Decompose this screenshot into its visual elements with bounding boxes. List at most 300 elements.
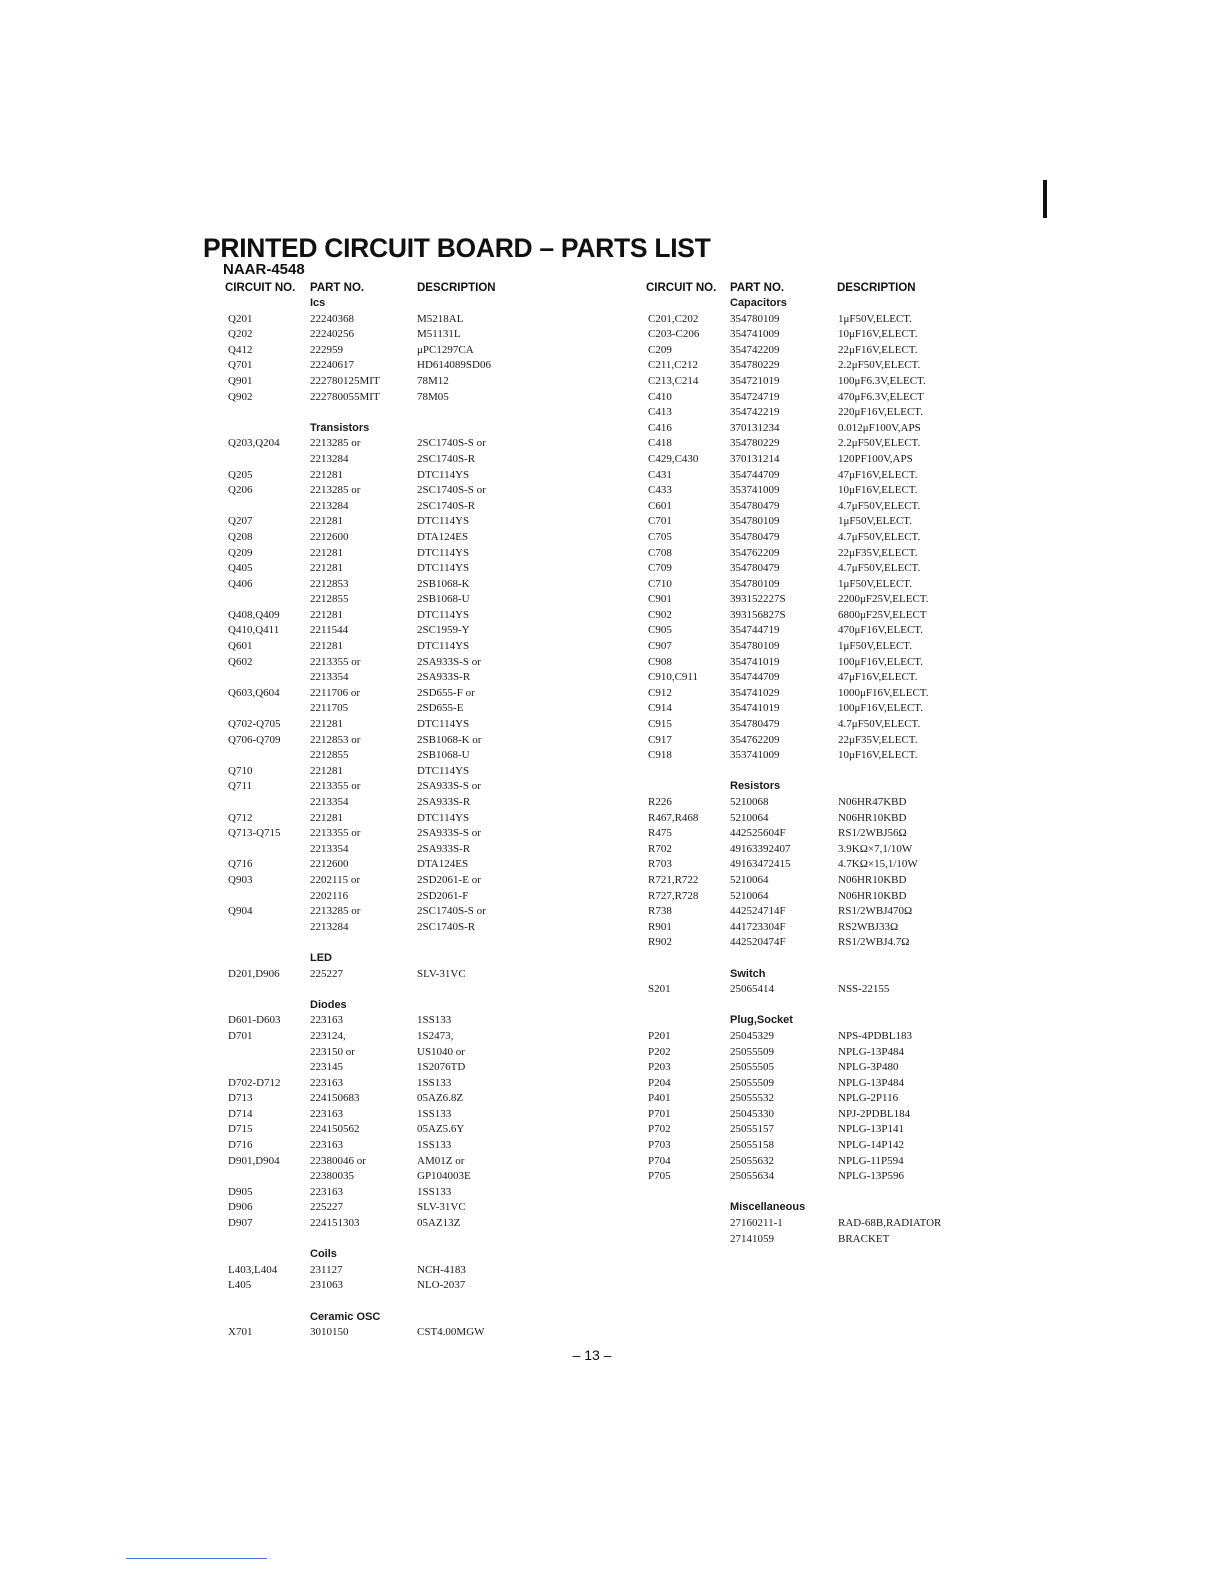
- circuit-no-cell: P202: [648, 1045, 671, 1058]
- description-cell: 2SD2061-E or: [417, 873, 481, 886]
- description-cell: 2SA933S-R: [417, 842, 471, 855]
- description-cell: DTA124ES: [417, 530, 469, 543]
- circuit-no-cell: P705: [648, 1170, 671, 1183]
- description-cell: 4.7μF50V,ELECT.: [838, 499, 921, 512]
- description-cell: 470μF16V,ELECT.: [838, 624, 923, 637]
- description-cell: NPLG-13P484: [838, 1076, 905, 1089]
- circuit-no-cell: R902: [648, 936, 672, 949]
- description-cell: NPLG-3P480: [838, 1061, 899, 1074]
- description-cell: 2SA933S-R: [417, 796, 471, 808]
- description-cell: 0.012μF100V,APS: [838, 421, 921, 434]
- circuit-no-cell: R467,R468: [648, 811, 699, 824]
- footer-rule: [126, 1558, 267, 1559]
- description-cell: 22μF35V,ELECT.: [838, 733, 918, 746]
- right-header-circuit-no: CIRCUIT NO.: [646, 282, 717, 294]
- circuit-no-cell: Q904: [228, 905, 253, 918]
- description-cell: 05AZ5.6Y: [417, 1123, 465, 1136]
- description-cell: DTA124ES: [417, 858, 469, 871]
- description-cell: N06HR47KBD: [838, 796, 907, 808]
- description-cell: N06HR10KBD: [838, 873, 907, 886]
- part-no-cell: 354741009: [730, 328, 780, 341]
- part-no-cell: 223163: [310, 1185, 343, 1198]
- description-cell: 1SS133: [417, 1107, 452, 1120]
- description-cell: 1SS133: [417, 1076, 452, 1089]
- circuit-no-cell: C908: [648, 655, 672, 668]
- part-no-cell: 223124,: [310, 1029, 346, 1042]
- circuit-no-cell: D901,D904: [228, 1154, 280, 1167]
- circuit-no-cell: R702: [648, 842, 672, 855]
- circuit-no-cell: C429,C430: [648, 452, 699, 465]
- part-no-cell: 25055509: [730, 1045, 774, 1058]
- part-no-cell: 225227: [310, 967, 343, 980]
- description-cell: NPLG-11P594: [838, 1154, 904, 1167]
- description-cell: 1SS133: [417, 1014, 452, 1027]
- part-no-cell: 393156827S: [730, 608, 786, 621]
- part-no-cell: 27141059: [730, 1232, 774, 1245]
- description-cell: 05AZ13Z: [417, 1217, 461, 1230]
- description-cell: 10μF16V,ELECT.: [838, 749, 918, 762]
- description-cell: 1S2076TD: [417, 1061, 466, 1074]
- part-no-cell: 2213285 or: [310, 437, 361, 450]
- circuit-no-cell: R721,R722: [648, 873, 699, 886]
- part-no-cell: 222780055MIT: [310, 390, 380, 403]
- margin-bar: [1043, 180, 1047, 218]
- part-no-cell: 354780479: [730, 718, 780, 731]
- part-no-cell: 353741009: [730, 484, 780, 497]
- description-cell: 1000μF16V,ELECT.: [838, 686, 929, 699]
- circuit-no-cell: C213,C214: [648, 374, 699, 387]
- part-no-cell: 354780229: [730, 437, 780, 450]
- circuit-no-cell: L403,L404: [228, 1263, 278, 1276]
- part-no-cell: 2213355 or: [310, 780, 361, 793]
- circuit-no-cell: Q412: [228, 343, 253, 356]
- description-cell: DTC114YS: [417, 546, 470, 559]
- description-cell: 22μF35V,ELECT.: [838, 546, 918, 559]
- circuit-no-cell: C918: [648, 749, 672, 762]
- circuit-no-cell: Q902: [228, 390, 253, 403]
- part-no-cell: 354744719: [730, 624, 780, 637]
- description-cell: DTC114YS: [417, 764, 470, 777]
- description-cell: 1SS133: [417, 1139, 452, 1152]
- circuit-no-cell: C902: [648, 608, 672, 621]
- circuit-no-cell: C418: [648, 437, 672, 450]
- circuit-no-cell: C910,C911: [648, 671, 699, 684]
- part-no-cell: 221281: [310, 764, 343, 777]
- part-no-cell: 2213285 or: [310, 905, 361, 918]
- part-no-cell: 354780109: [730, 577, 780, 590]
- description-cell: NPJ-2PDBL184: [838, 1107, 911, 1120]
- circuit-no-cell: C416: [648, 421, 672, 434]
- description-cell: 2SB1068-K: [417, 577, 470, 590]
- part-no-cell: 2202115 or: [310, 873, 361, 886]
- description-cell: 6800μF25V,ELECT: [838, 608, 927, 621]
- circuit-no-cell: R703: [648, 858, 672, 871]
- circuit-no-cell: D701: [228, 1029, 253, 1042]
- part-no-cell: 354742219: [730, 406, 780, 419]
- circuit-no-cell: C413: [648, 406, 672, 419]
- section-title: Ceramic OSC: [310, 1310, 381, 1323]
- circuit-no-cell: C708: [648, 546, 672, 559]
- part-no-cell: 354780109: [730, 640, 780, 653]
- part-no-cell: 2212600: [310, 858, 349, 871]
- part-no-cell: 354780479: [730, 562, 780, 575]
- section-title: Transistors: [310, 421, 370, 434]
- description-cell: RS1/2WBJ56Ω: [838, 827, 907, 840]
- circuit-no-cell: D906: [228, 1201, 253, 1214]
- description-cell: DTC114YS: [417, 515, 470, 528]
- circuit-no-cell: C201,C202: [648, 312, 699, 325]
- circuit-no-cell: Q901: [228, 374, 253, 387]
- circuit-no-cell: Q208: [228, 530, 253, 543]
- description-cell: 3.9KΩ×7,1/10W: [838, 842, 913, 855]
- right-header-description: DESCRIPTION: [837, 282, 916, 294]
- circuit-no-cell: S201: [648, 983, 671, 996]
- part-no-cell: 222959: [310, 343, 343, 356]
- circuit-no-cell: X701: [228, 1326, 253, 1339]
- part-no-cell: 221281: [310, 811, 343, 824]
- circuit-no-cell: D715: [228, 1123, 253, 1136]
- circuit-no-cell: C915: [648, 718, 672, 731]
- part-no-cell: 354741019: [730, 655, 780, 668]
- part-no-cell: 25055157: [730, 1123, 774, 1136]
- circuit-no-cell: Q410,Q411: [228, 624, 280, 637]
- description-cell: 2SC1740S-R: [417, 920, 476, 933]
- part-no-cell: 221281: [310, 718, 343, 731]
- description-cell: 2SB1068-U: [417, 593, 470, 606]
- circuit-no-cell: D716: [228, 1139, 253, 1152]
- part-no-cell: 2212600: [310, 530, 349, 543]
- circuit-no-cell: Q706-Q709: [228, 733, 281, 746]
- part-no-cell: 22380035: [310, 1170, 354, 1183]
- description-cell: US1040 or: [417, 1045, 465, 1058]
- part-no-cell: 221281: [310, 468, 343, 481]
- description-cell: 2SC1740S-S or: [417, 437, 486, 450]
- section-title: Diodes: [310, 998, 347, 1011]
- part-no-cell: 22240617: [310, 359, 354, 372]
- circuit-no-cell: C914: [648, 702, 672, 715]
- description-cell: DTC114YS: [417, 562, 470, 575]
- description-cell: NCH-4183: [417, 1263, 466, 1276]
- part-no-cell: 354780109: [730, 312, 780, 325]
- part-no-cell: 225227: [310, 1201, 343, 1214]
- circuit-no-cell: C912: [648, 686, 672, 699]
- circuit-no-cell: C410: [648, 390, 672, 403]
- section-title: Plug,Socket: [730, 1014, 793, 1027]
- part-no-cell: 2213284: [310, 920, 349, 933]
- part-no-cell: 25055532: [730, 1092, 774, 1105]
- circuit-no-cell: P204: [648, 1076, 671, 1089]
- description-cell: CST4.00MGW: [417, 1326, 485, 1339]
- circuit-no-cell: R475: [648, 827, 672, 840]
- circuit-no-cell: Q712: [228, 811, 253, 824]
- part-no-cell: 354744709: [730, 671, 780, 684]
- description-cell: 100μF16V,ELECT.: [838, 655, 923, 668]
- part-no-cell: 231063: [310, 1279, 343, 1292]
- circuit-no-cell: Q711: [228, 780, 253, 793]
- circuit-no-cell: C710: [648, 577, 672, 590]
- section-title: Miscellaneous: [730, 1201, 806, 1214]
- part-no-cell: 223150 or: [310, 1045, 355, 1058]
- circuit-no-cell: C901: [648, 593, 672, 606]
- circuit-no-cell: Q702-Q705: [228, 718, 281, 731]
- description-cell: 2SD655-F or: [417, 686, 475, 699]
- circuit-no-cell: Q205: [228, 468, 253, 481]
- page-title: PRINTED CIRCUIT BOARD – PARTS LIST: [203, 233, 711, 263]
- part-no-cell: 2213355 or: [310, 655, 361, 668]
- part-no-cell: 22380046 or: [310, 1154, 366, 1167]
- description-cell: 100μF6.3V,ELECT.: [838, 374, 926, 387]
- description-cell: SLV-31VC: [417, 967, 466, 980]
- circuit-no-cell: Q209: [228, 546, 253, 559]
- description-cell: 470μF6.3V,ELECT: [838, 390, 924, 403]
- description-cell: NPLG-13P484: [838, 1045, 905, 1058]
- description-cell: 10μF16V,ELECT.: [838, 328, 918, 341]
- circuit-no-cell: Q710: [228, 764, 253, 777]
- circuit-no-cell: C209: [648, 343, 672, 356]
- description-cell: 2SC1959-Y: [417, 624, 470, 637]
- part-no-cell: 5210064: [730, 811, 769, 824]
- description-cell: 4.7μF50V,ELECT.: [838, 530, 921, 543]
- description-cell: 2SD655-E: [417, 702, 464, 715]
- part-no-cell: 442525604F: [730, 827, 786, 840]
- circuit-no-cell: Q716: [228, 858, 253, 871]
- circuit-no-cell: L405: [228, 1279, 252, 1292]
- part-no-cell: 5210064: [730, 873, 769, 886]
- part-no-cell: 353741009: [730, 749, 780, 762]
- part-no-cell: 223163: [310, 1107, 343, 1120]
- description-cell: 4.7μF50V,ELECT.: [838, 562, 921, 575]
- circuit-no-cell: C905: [648, 624, 672, 637]
- part-no-cell: 2213284: [310, 452, 349, 465]
- part-no-cell: 354780229: [730, 359, 780, 372]
- circuit-no-cell: D905: [228, 1185, 253, 1198]
- description-cell: 2.2μF50V,ELECT.: [838, 359, 921, 372]
- part-no-cell: 223163: [310, 1139, 343, 1152]
- description-cell: 2SB1068-U: [417, 749, 470, 762]
- description-cell: NPLG-14P142: [838, 1139, 905, 1152]
- description-cell: DTC114YS: [417, 608, 470, 621]
- part-no-cell: 2213284: [310, 499, 349, 512]
- circuit-no-cell: D714: [228, 1107, 253, 1120]
- description-cell: 78M12: [417, 374, 449, 387]
- part-no-cell: 442520474F: [730, 936, 786, 949]
- description-cell: 22μF16V,ELECT.: [838, 343, 918, 356]
- circuit-no-cell: C701: [648, 515, 672, 528]
- part-no-cell: 2213285 or: [310, 484, 361, 497]
- circuit-no-cell: Q203,Q204: [228, 437, 280, 450]
- part-no-cell: 393152227S: [730, 593, 786, 606]
- part-no-cell: 354721019: [730, 374, 780, 387]
- part-no-cell: 2211706 or: [310, 686, 361, 699]
- circuit-no-cell: C907: [648, 640, 672, 653]
- description-cell: RS2WBJ33Ω: [838, 920, 899, 933]
- circuit-no-cell: Q406: [228, 577, 253, 590]
- description-cell: 2SA933S-R: [417, 671, 471, 684]
- circuit-no-cell: R226: [648, 796, 672, 808]
- part-no-cell: 25065414: [730, 983, 774, 996]
- part-no-cell: 221281: [310, 640, 343, 653]
- part-no-cell: 2212853 or: [310, 733, 361, 746]
- description-cell: μPC1297CA: [417, 343, 474, 356]
- section-title: Resistors: [730, 780, 781, 793]
- description-cell: SLV-31VC: [417, 1201, 466, 1214]
- circuit-no-cell: Q201: [228, 312, 253, 325]
- circuit-no-cell: D907: [228, 1217, 253, 1230]
- part-no-cell: 2213355 or: [310, 827, 361, 840]
- description-cell: NLO-2037: [417, 1279, 466, 1292]
- section-title: Coils: [310, 1248, 337, 1261]
- part-no-cell: 442524714F: [730, 905, 786, 918]
- circuit-no-cell: P702: [648, 1123, 671, 1136]
- description-cell: HD614089SD06: [417, 359, 491, 372]
- section-title: Capacitors: [730, 297, 787, 309]
- circuit-no-cell: Q408,Q409: [228, 608, 280, 621]
- description-cell: 2SC1740S-R: [417, 452, 476, 465]
- left-header-description: DESCRIPTION: [417, 282, 496, 294]
- description-cell: BRACKET: [838, 1232, 890, 1245]
- part-no-cell: 354762209: [730, 546, 780, 559]
- circuit-no-cell: C211,C212: [648, 359, 699, 372]
- description-cell: 2SC1740S-R: [417, 499, 476, 512]
- part-no-cell: 25055634: [730, 1170, 774, 1183]
- part-no-cell: 49163392407: [730, 842, 791, 855]
- description-cell: 1μF50V,ELECT.: [838, 515, 912, 528]
- part-no-cell: 49163472415: [730, 858, 791, 871]
- part-no-cell: 224151303: [310, 1217, 360, 1230]
- description-cell: 2.2μF50V,ELECT.: [838, 437, 921, 450]
- description-cell: NPLG-2P116: [838, 1092, 899, 1105]
- part-no-cell: 25055158: [730, 1139, 774, 1152]
- description-cell: N06HR10KBD: [838, 811, 907, 824]
- circuit-no-cell: P203: [648, 1061, 671, 1074]
- circuit-no-cell: P704: [648, 1154, 671, 1167]
- part-no-cell: 224150683: [310, 1092, 360, 1105]
- part-no-cell: 354724719: [730, 390, 780, 403]
- part-no-cell: 22240256: [310, 328, 354, 341]
- part-no-cell: 2212855: [310, 593, 349, 606]
- description-cell: M51131L: [417, 328, 461, 341]
- circuit-no-cell: C709: [648, 562, 672, 575]
- part-no-cell: 25055505: [730, 1061, 774, 1074]
- circuit-no-cell: Q601: [228, 640, 253, 653]
- part-no-cell: 370131234: [730, 421, 780, 434]
- description-cell: NPS-4PDBL183: [838, 1029, 912, 1042]
- circuit-no-cell: R738: [648, 905, 672, 918]
- circuit-no-cell: C431: [648, 468, 672, 481]
- circuit-no-cell: C917: [648, 733, 672, 746]
- description-cell: NPLG-13P141: [838, 1123, 905, 1136]
- description-cell: 1SS133: [417, 1185, 452, 1198]
- description-cell: 2SA933S-S or: [417, 827, 481, 840]
- circuit-no-cell: D713: [228, 1092, 253, 1105]
- page-number: – 13 –: [572, 1347, 612, 1363]
- description-cell: 120PF100V,APS: [838, 452, 913, 465]
- description-cell: DTC114YS: [417, 468, 470, 481]
- part-no-cell: 2211544: [310, 624, 349, 637]
- circuit-no-cell: Q903: [228, 873, 253, 886]
- part-no-cell: 370131214: [730, 452, 780, 465]
- part-no-cell: 354744709: [730, 468, 780, 481]
- section-title: Switch: [730, 967, 766, 980]
- circuit-no-cell: R727,R728: [648, 889, 699, 902]
- part-no-cell: 2212853: [310, 577, 349, 590]
- part-no-cell: 354780479: [730, 499, 780, 512]
- circuit-no-cell: Q603,Q604: [228, 686, 280, 699]
- circuit-no-cell: C203-C206: [648, 328, 700, 341]
- description-cell: N06HR10KBD: [838, 889, 907, 902]
- description-cell: NSS-22155: [838, 983, 890, 996]
- part-no-cell: 223163: [310, 1076, 343, 1089]
- description-cell: GP104003E: [417, 1170, 471, 1183]
- part-no-cell: 222780125MIT: [310, 374, 380, 387]
- part-no-cell: 221281: [310, 515, 343, 528]
- description-cell: 100μF16V,ELECT.: [838, 702, 923, 715]
- description-cell: 2SC1740S-S or: [417, 905, 486, 918]
- part-no-cell: 354742209: [730, 343, 780, 356]
- description-cell: 1μF50V,ELECT.: [838, 312, 912, 325]
- part-no-cell: 223163: [310, 1014, 343, 1027]
- circuit-no-cell: P703: [648, 1139, 671, 1152]
- part-no-cell: 221281: [310, 546, 343, 559]
- circuit-no-cell: D702-D712: [228, 1076, 281, 1089]
- circuit-no-cell: Q405: [228, 562, 253, 575]
- part-no-cell: 2213354: [310, 671, 349, 684]
- circuit-no-cell: Q206: [228, 484, 253, 497]
- part-no-cell: 2213354: [310, 842, 349, 855]
- description-cell: 2SB1068-K or: [417, 733, 482, 746]
- description-cell: 2SA933S-S or: [417, 780, 481, 793]
- circuit-no-cell: Q713-Q715: [228, 827, 281, 840]
- description-cell: 2SC1740S-S or: [417, 484, 486, 497]
- part-no-cell: 354780109: [730, 515, 780, 528]
- circuit-no-cell: C705: [648, 530, 672, 543]
- description-cell: 10μF16V,ELECT.: [838, 484, 918, 497]
- part-no-cell: 25055632: [730, 1154, 774, 1167]
- description-cell: 2200μF25V,ELECT.: [838, 593, 929, 606]
- part-no-cell: 354762209: [730, 733, 780, 746]
- part-no-cell: 354741029: [730, 686, 780, 699]
- section-title: Ics: [310, 297, 326, 309]
- circuit-no-cell: Q602: [228, 655, 253, 668]
- description-cell: RS1/2WBJ470Ω: [838, 905, 913, 918]
- circuit-no-cell: C433: [648, 484, 672, 497]
- description-cell: RS1/2WBJ4.7Ω: [838, 936, 910, 949]
- description-cell: RAD-68B,RADIATOR: [838, 1217, 942, 1230]
- description-cell: 4.7KΩ×15,1/10W: [838, 858, 918, 871]
- circuit-no-cell: P201: [648, 1029, 671, 1042]
- part-no-cell: 224150562: [310, 1123, 360, 1136]
- circuit-no-cell: C601: [648, 499, 672, 512]
- circuit-no-cell: P701: [648, 1107, 671, 1120]
- part-no-cell: 27160211-1: [730, 1217, 783, 1230]
- part-no-cell: 5210068: [730, 796, 769, 808]
- description-cell: 220μF16V,ELECT.: [838, 406, 923, 419]
- part-no-cell: 25055509: [730, 1076, 774, 1089]
- description-cell: 2SD2061-F: [417, 889, 469, 902]
- part-no-cell: 231127: [310, 1263, 343, 1276]
- part-no-cell: 223145: [310, 1061, 343, 1074]
- part-no-cell: 2213354: [310, 796, 349, 808]
- part-no-cell: 2211705: [310, 702, 349, 715]
- model-number: NAAR-4548: [223, 261, 305, 278]
- description-cell: 05AZ6.8Z: [417, 1092, 464, 1105]
- circuit-no-cell: D201,D906: [228, 967, 280, 980]
- part-no-cell: 221281: [310, 562, 343, 575]
- circuit-no-cell: R901: [648, 920, 672, 933]
- part-no-cell: 3010150: [310, 1326, 349, 1339]
- part-no-cell: 5210064: [730, 889, 769, 902]
- description-cell: 47μF16V,ELECT.: [838, 671, 918, 684]
